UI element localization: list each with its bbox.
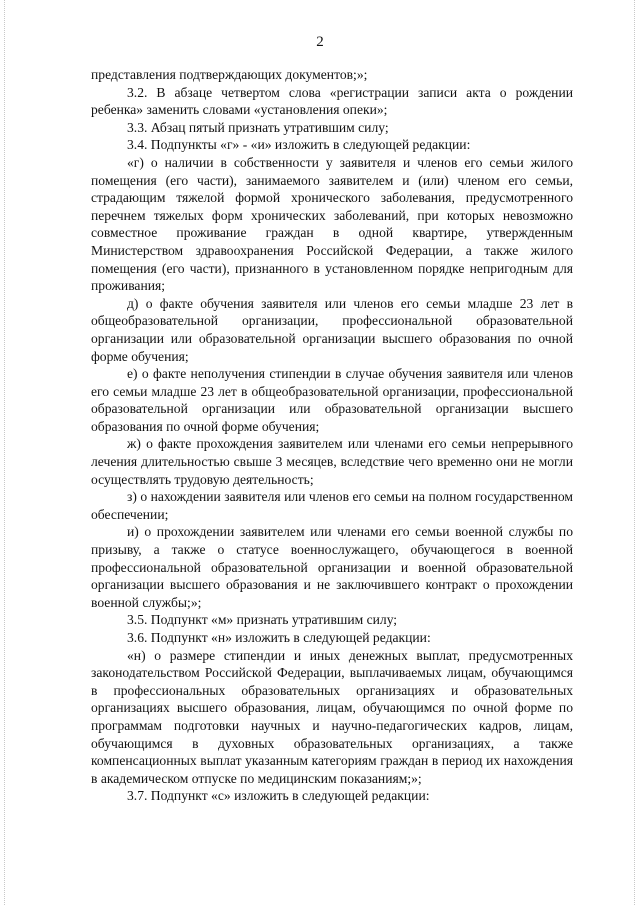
document-body [91, 66, 573, 805]
paragraph: 3.5. Подпункт «м» признать утратившим силу; [127, 612, 398, 628]
paragraph: «н) о размере стипендии и иных денежных выплат, предусмотренных законодательством Российской Федерации, выплачиваемых лицам, обучающимся в профессиональных образовательных организациях и образовательных организациях высшего образования, лицам, обучающимся по очной форме по программам подготовки научных и научно-педагогических кадров, лицам, обучающимся в духовных образовательных организациях, а также компенсационных выплат указанным категориям граждан в период их нахождения в академическом отпуске по медицинским показаниям;»; [91, 647, 573, 786]
page-number: 2 [316, 34, 324, 50]
scan-edge-right [634, 0, 636, 905]
paragraph: 3.6. Подпункт «н» изложить в следующей редакции: [127, 630, 431, 645]
paragraph: 3.4. Подпункты «г» - «и» изложить в следующей редакции: [127, 137, 471, 153]
paragraph: представления подтверждающих документов;»; [91, 67, 368, 82]
paragraph: 3.3. Абзац пятый признать утратившим силу; [127, 119, 389, 135]
paragraph: 3.2. В абзаце четвертом слова «регистрации записи акта о рождении ребенка» заменить словами «установления опеки»; [91, 84, 573, 118]
paragraph: и) о прохождении заявителем или членами его семьи военной службы по призыву, а также о статусе военнослужащего, обучающегося в военной профессиональной образовательной организации и военной образовательной организации высшего образования и не заключившего контракт о прохождении военной службы;»; [91, 524, 573, 610]
paragraph: е) о факте неполучения стипендии в случае обучения заявителя или членов его семьи младше 23 лет в общеобразовательной организации, профессиональной образовательной организации или образовательной организации высшего образования по очной форме обучения; [91, 366, 573, 434]
paragraph: з) о нахождении заявителя или членов его семьи на полном государственном обеспечении; [91, 489, 573, 522]
paragraph: ж) о факте прохождения заявителем или членами его семьи непрерывного лечения длительностью свыше 3 месяцев, вследствие чего временно они не могли осуществлять трудовую деятельность; [91, 436, 573, 487]
paragraph: д) о факте обучения заявителя или членов его семьи младше 23 лет в общеобразовательной организации, профессиональной образовательной организации или образовательной организации высшего образования по очной форме обучения; [91, 295, 573, 364]
paragraph: «г) о наличии в собственности у заявителя и членов его семьи жилого помещения (его части), занимаемого заявителем и (или) членом его семьи, страдающим тяжелой формой хронического заболевания, предусмотренного перечнем тяжелых форм хронических заболеваний, при которых невозможно совместное проживание граждан в одной квартире, утвержденным Министерством здравоохранения Российской Федерации, а также жилого помещения (его части), признанного в установленном порядке непригодным для проживания; [91, 154, 573, 294]
paragraph: 3.7. Подпункт «с» изложить в следующей редакции: [127, 788, 430, 804]
scan-edge-left [4, 0, 6, 905]
